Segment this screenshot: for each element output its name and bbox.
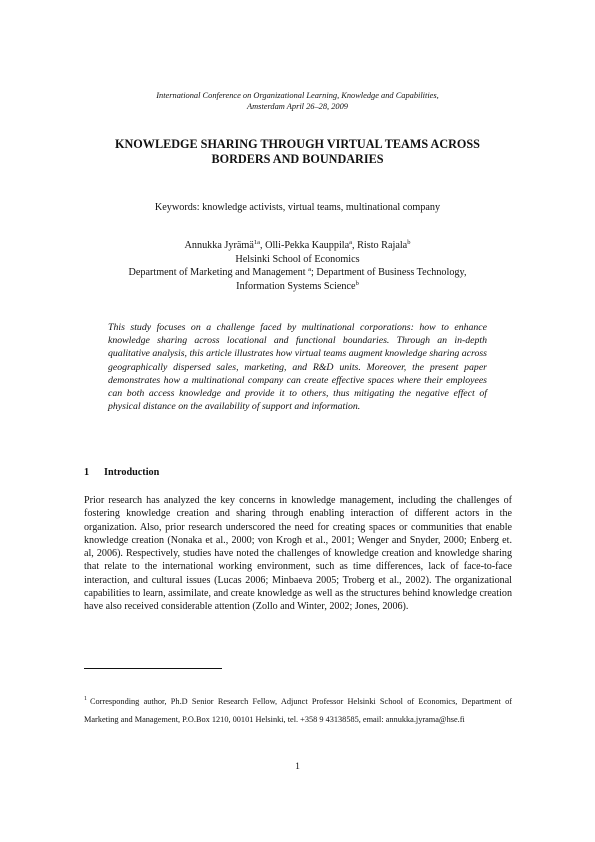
author-names <box>60 239 535 253</box>
author-3-affiliation-mark: b <box>407 239 411 246</box>
page-number: 1 <box>295 761 300 772</box>
departments-line <box>60 266 535 280</box>
footnote <box>84 693 512 728</box>
body-paragraph: Prior research has analyzed the key concerns in knowledge management, including the challenges of fostering knowledge creation and sharing through enabling interaction of different actors in the organization. Also, prior research underscored the need for creating spaces or communities that enable knowledge creation (Nonaka et al., 2000; von Krogh et al., 2001; Wenger and Snyder, 2000; Enberg et. al, 2006). Respectively, studies have noted the challenges of knowledge creation and knowledge sharing that relate to the international working environment, such as time differences, lack of face-to-face interaction, and cultural issues (Lucas 2006; Minbaeva 2005; Troberg et al., 2002). The organizational capabilities to learn, assimilate, and create knowledge as well as the structures behind knowledge creation have also received considerable attention (Zollo and Winter, 2002; Jones, 2006). <box>84 495 512 613</box>
conference-line: International Conference on Organizational Learning, Knowledge and Capabilities, <box>156 91 439 100</box>
abstract: This study focuses on a challenge faced by multinational corporations: how to enhance knowledge sharing across locational and functional boundaries. Through an in-depth qualitative analysis, this article illustrates how virtual teams augment knowledge sharing across geographically dispersed sales, marketing, and R&D units. Moreover, the present paper demonstrates how a multinational company can create effective spaces where their employees can both access knowledge and provide it to others, thus mitigating the negative effect of physical distance on the availability of support and information. <box>108 322 487 413</box>
author-1-affiliation-mark: 1a <box>253 239 260 246</box>
footnote-mark: 1 <box>84 696 87 702</box>
paper-title <box>60 137 535 167</box>
keywords: Keywords: knowledge activists, virtual teams, multinational company <box>154 202 441 213</box>
footnote-text: Corresponding author, Ph.D Senior Research Fellow, Adjunct Professor Helsinki School of Economics, Department of Marketing and Management, P.O.Box 1210, 00101 Helsinki, tel. +358 9 43138585, email: annukka.jyrama@hse.fi <box>84 697 512 724</box>
conference-header <box>60 90 535 112</box>
department-separator: ; Department of Business Technology, <box>311 267 467 278</box>
footnote-divider <box>84 668 222 669</box>
title-line-2: BORDERS AND BOUNDARIES <box>211 152 384 166</box>
department-2: Information Systems Science <box>236 280 356 292</box>
title-line-1: KNOWLEDGE SHARING THROUGH VIRTUAL TEAMS ACROSS <box>115 137 480 151</box>
author-2-affiliation-mark: a <box>349 239 353 246</box>
institution: Helsinki School of Economics <box>235 253 360 265</box>
author-1: Annukka Jyrämä <box>184 240 254 251</box>
department-2-line <box>60 280 535 294</box>
section-number: 1 <box>84 467 90 478</box>
author-separator: , <box>260 240 266 251</box>
section-heading <box>84 467 159 478</box>
author-separator: , <box>352 240 358 251</box>
department-2-mark: b <box>355 279 359 287</box>
author-3: Risto Rajala <box>357 240 408 251</box>
author-2: Olli-Pekka Kauppila <box>265 240 350 251</box>
department-1: Department of Marketing and Management <box>128 267 309 278</box>
department-1-mark: a <box>308 266 312 273</box>
section-title: Introduction <box>104 467 160 478</box>
conference-date-line: Amsterdam April 26–28, 2009 <box>247 102 348 111</box>
author-block <box>60 239 535 293</box>
